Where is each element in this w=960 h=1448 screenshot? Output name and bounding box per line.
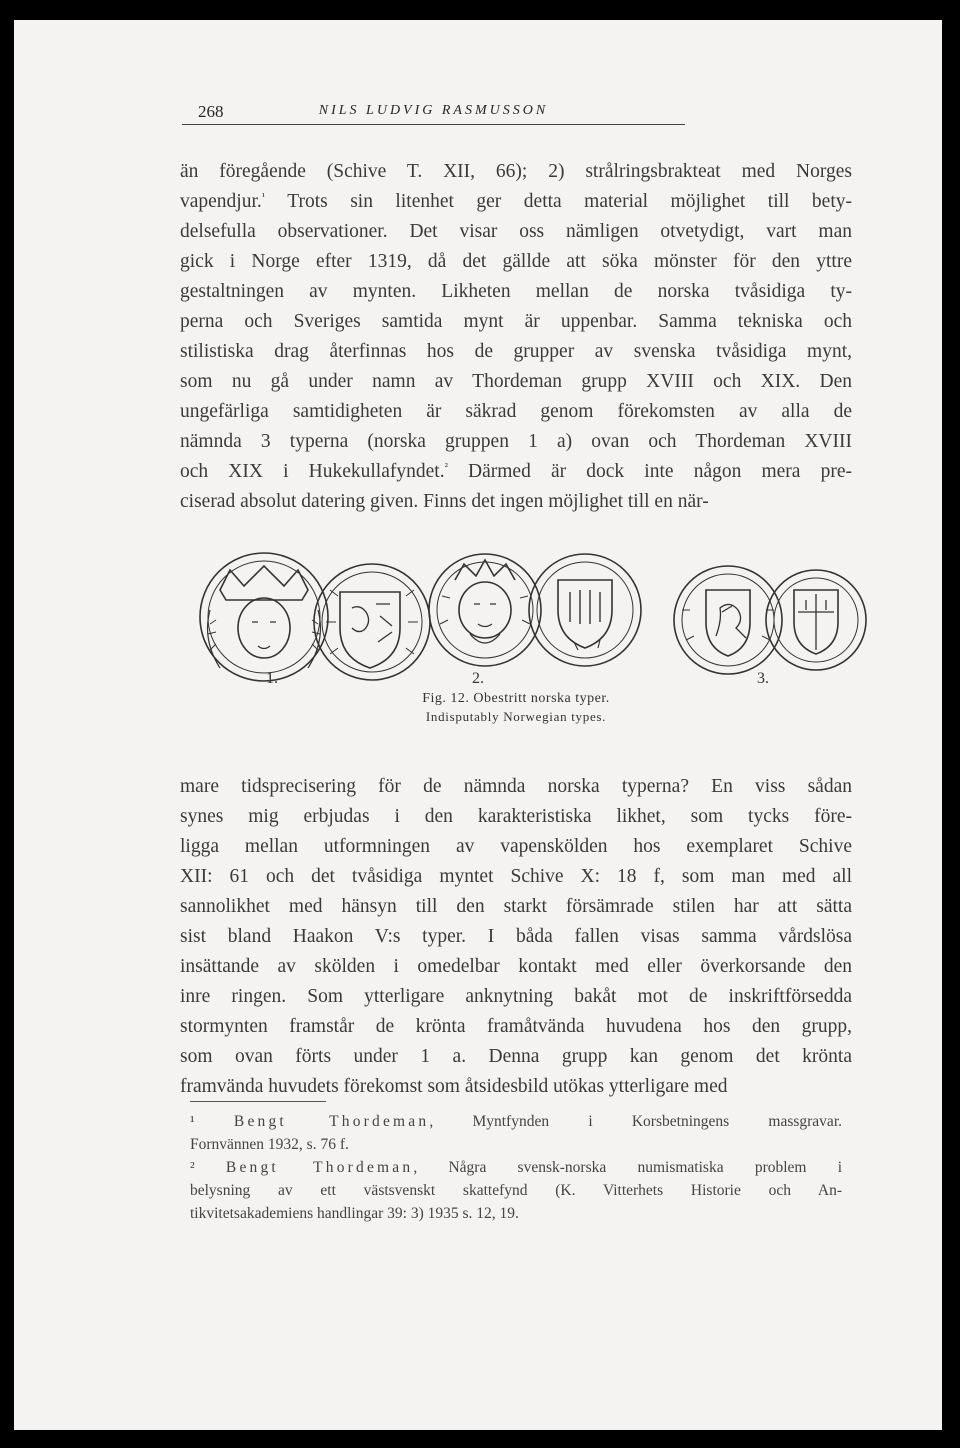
- footnote-ref-2: ²: [444, 461, 448, 473]
- footnote-ref-1: ¹: [261, 191, 266, 203]
- text-line: gestaltningen av mynten. Likheten mellan de norska tvåsidiga ty-: [180, 281, 852, 302]
- text-line: mare tidsprecisering för de nämnda norska typerna? En viss sådan: [180, 776, 852, 797]
- footnote-divider: [190, 1101, 326, 1102]
- text-line: ciserad absolut datering given. Finns det ingen möjlighet till en när-: [180, 491, 709, 512]
- footnote-2-text: , Några svensk-norska numismatiska problem i: [413, 1159, 843, 1176]
- footnote-1-line: [190, 1110, 842, 1133]
- footnote-2-mark: ²: [190, 1159, 195, 1176]
- text-fragment: Därmed är dock inte någon mera pre-: [447, 461, 852, 482]
- text-line: perna och Sveriges samtida mynt är uppenbar. Samma tekniska och: [180, 311, 852, 332]
- footnote-1-text: , Myntfynden i Korsbetningens massgravar.: [429, 1113, 842, 1130]
- figure-label-2: 2.: [472, 670, 484, 687]
- footnote-2-author: Bengt Thordeman: [225, 1159, 414, 1176]
- caption-swedish: Fig. 12. Obestritt norska typer.: [422, 691, 610, 706]
- paragraph-1: [180, 157, 852, 517]
- text-line: gick i Norge efter 1319, då det gällde att söka mönster för den yttre: [180, 251, 852, 272]
- text-fragment: Trots sin litenhet ger detta material möjlighet till bety-: [265, 191, 852, 212]
- text-fragment: vapendjur.: [180, 191, 262, 212]
- footnote-2-line: [190, 1156, 842, 1179]
- text-line: insättande av skölden i omedelbar kontakt med eller överkorsande den: [180, 956, 852, 977]
- coin-1-reverse-image: [314, 564, 430, 680]
- figure-caption: [180, 690, 852, 726]
- text-line: framvända huvudets förekomst som åtsidesbild utökas ytterligare med: [180, 1076, 728, 1097]
- page-header: [182, 102, 685, 125]
- text-line: delsefulla observationer. Det visar oss nämligen otvetydigt, vart man: [180, 221, 852, 242]
- text-fragment: och XIX i Hukekullafyndet.: [180, 461, 445, 482]
- footnote-1-line: Fornvännen 1932, s. 76 f.: [190, 1136, 349, 1153]
- coin-1-obverse-image: [200, 553, 328, 681]
- caption-english: Indisputably Norwegian types.: [425, 709, 607, 724]
- footnote-2-line: belysning av ett västsvenskt skattefynd (K. Vitterhets Historie och An-: [190, 1182, 842, 1199]
- book-page: [14, 20, 942, 1430]
- text-line: [180, 457, 852, 487]
- running-head: NILS LUDVIG RASMUSSON: [318, 103, 549, 118]
- text-line: [180, 187, 852, 217]
- text-line: stilistiska drag återfinnas hos de grupper av svenska tvåsidiga mynt,: [180, 341, 852, 362]
- coin-2-reverse-image: [529, 554, 641, 666]
- paragraph-2: [180, 772, 852, 1102]
- figure-label-3: 3.: [757, 670, 769, 687]
- figure-label-1: 1.: [266, 670, 278, 687]
- page-number: 268: [198, 102, 224, 121]
- footnote-1-mark: ¹: [190, 1113, 195, 1130]
- text-line: nämnda 3 typerna (norska gruppen 1 a) ovan och Thordeman XVIII: [180, 431, 852, 452]
- text-line: som nu gå under namn av Thordeman grupp XVIII och XIX. Den: [180, 371, 852, 392]
- text-line: XII: 61 och det tvåsidiga myntet Schive X: 18 f, som man med all: [180, 866, 852, 887]
- text-line: sist bland Haakon V:s typer. I båda fallen visas samma vårdslösa: [180, 926, 852, 947]
- text-line: än föregående (Schive T. XII, 66); 2) strålringsbrakteat med Norges: [180, 161, 852, 182]
- text-line: sannolikhet med hänsyn till den starkt försämrade stilen har att sätta: [180, 896, 852, 917]
- text-line: stormynten framstår de krönta framåtvända huvudena hos den grupp,: [180, 1016, 852, 1037]
- footnote-2-line: tikvitetsakademiens handlingar 39: 3) 1935 s. 12, 19.: [190, 1205, 519, 1222]
- coin-2-obverse-image: [429, 554, 541, 666]
- text-line: ungefärliga samtidigheten är säkrad genom förekomsten av alla de: [180, 401, 852, 422]
- text-line: som ovan förts under 1 a. Denna grupp kan genom det krönta: [180, 1046, 852, 1067]
- footnotes: [190, 1110, 842, 1225]
- footnote-1-author: Bengt Thordeman: [233, 1113, 430, 1130]
- text-line: synes mig erbjudas i den karakteristiska likhet, som tycks före-: [180, 806, 852, 827]
- text-line: ligga mellan utformningen av vapenskölden hos exemplaret Schive: [180, 836, 852, 857]
- coin-3-reverse-image: [766, 570, 866, 670]
- text-line: inre ringen. Som ytterligare anknytning bakåt mot de inskriftförsedda: [180, 986, 852, 1007]
